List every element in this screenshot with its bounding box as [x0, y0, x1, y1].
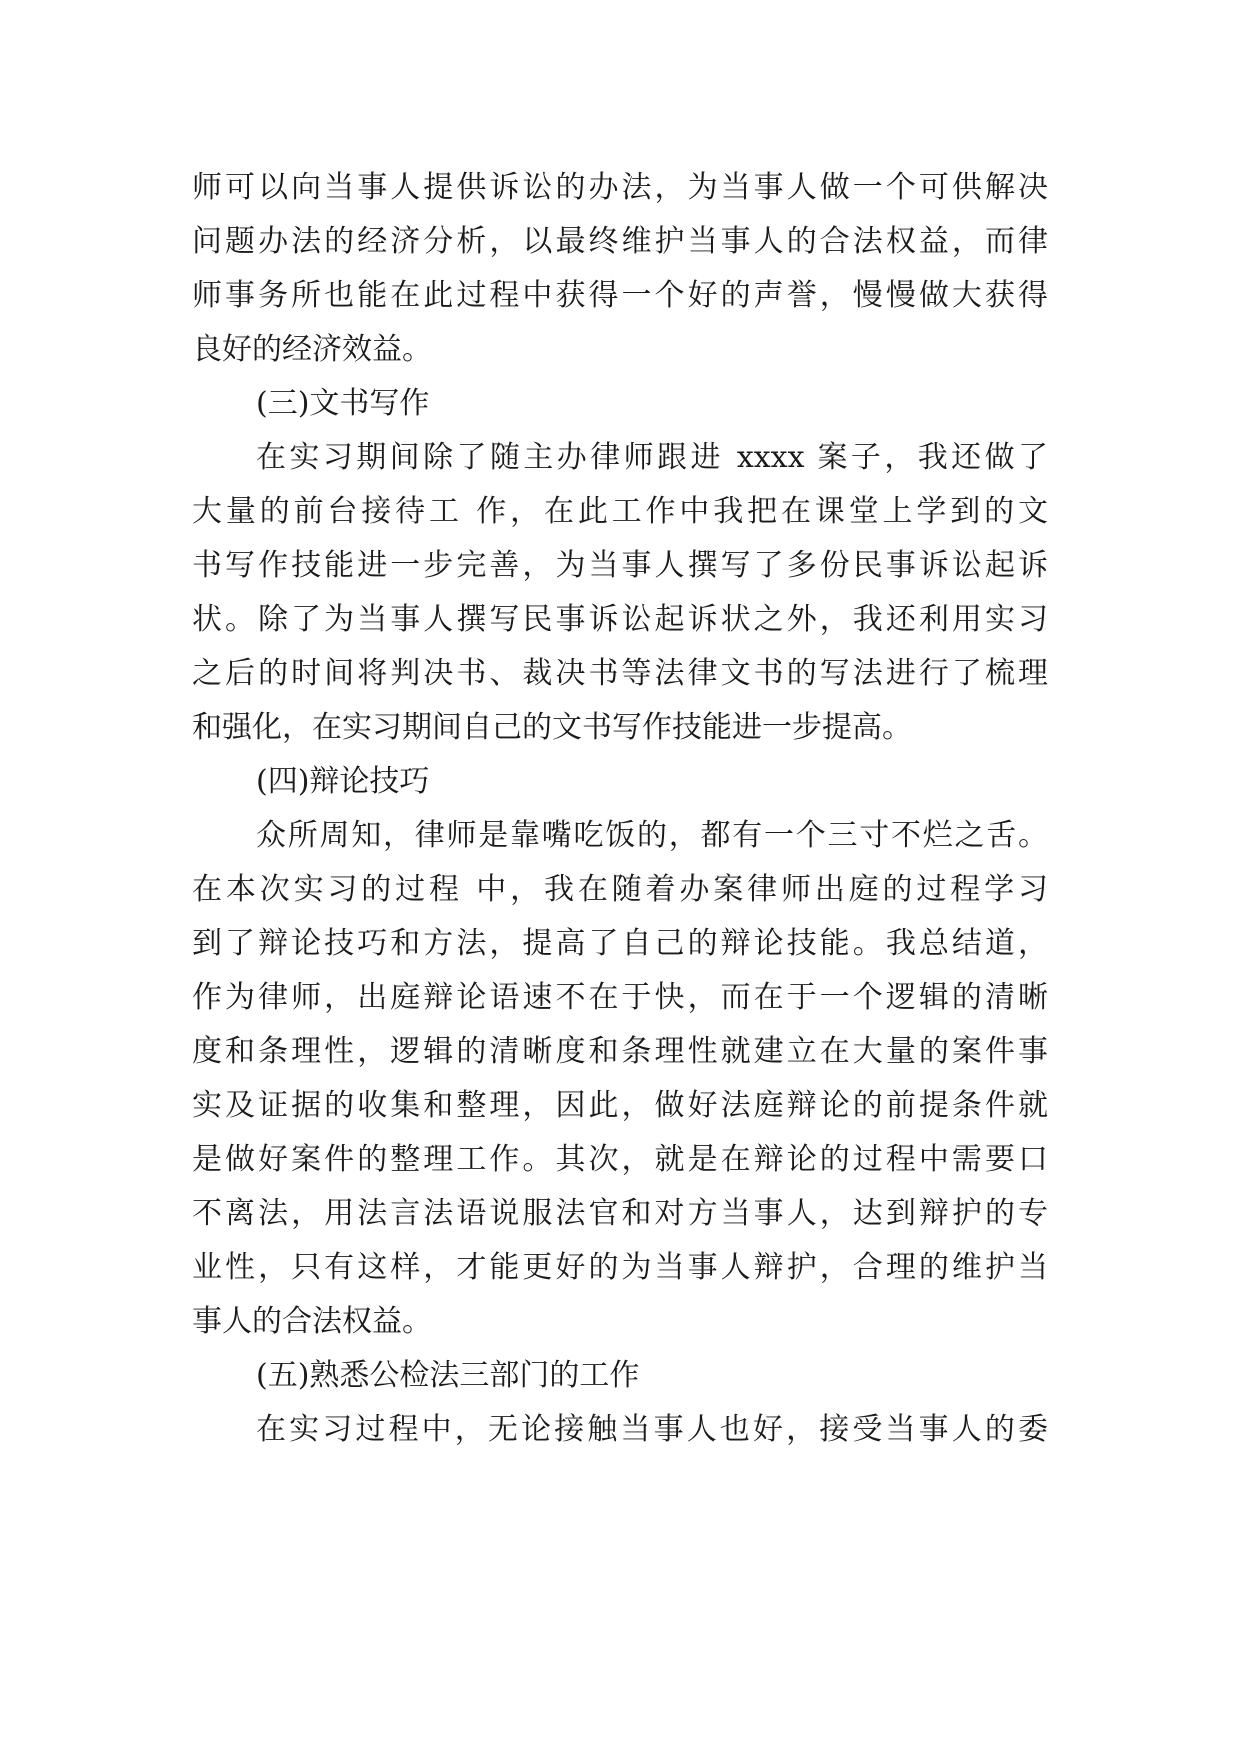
- paragraph-line: 实及证据的收集和整理，因此，做好法庭辩论的前提条件就: [192, 1088, 1048, 1123]
- section-heading: (三)文书写作: [256, 386, 430, 421]
- paragraph-line: 众所周知，律师是靠嘴吃饭的，都有一个三寸不烂之舌。: [256, 818, 1048, 853]
- paragraph-line: 状。除了为当事人撰写民事诉讼起诉状之外，我还利用实习: [192, 602, 1048, 637]
- paragraph-line: 到了辩论技巧和方法，提高了自己的辩论技能。我总结道，: [192, 926, 1048, 961]
- paragraph-line: 大量的前台接待工 作，在此工作中我把在课堂上学到的文: [192, 494, 1048, 529]
- paragraph-line: 之后的时间将判决书、裁决书等法律文书的写法进行了梳理: [192, 656, 1048, 691]
- section-heading: (四)辩论技巧: [256, 764, 430, 799]
- paragraph-line: 书写作技能进一步完善，为当事人撰写了多份民事诉讼起诉: [192, 548, 1048, 583]
- paragraph-line: 作为律师，出庭辩论语速不在于快，而在于一个逻辑的清晰: [192, 980, 1048, 1015]
- paragraph-line: 度和条理性，逻辑的清晰度和条理性就建立在大量的案件事: [192, 1034, 1048, 1069]
- paragraph-line: 和强化，在实习期间自己的文书写作技能进一步提高。: [192, 710, 912, 745]
- paragraph-line: 业性，只有这样，才能更好的为当事人辩护，合理的维护当: [192, 1250, 1048, 1285]
- paragraph-line: 不离法，用法言法语说服法官和对方当事人，达到辩护的专: [192, 1196, 1048, 1231]
- paragraph-line: 问题办法的经济分析，以最终维护当事人的合法权益，而律: [192, 224, 1048, 259]
- paragraph-line: 在实习过程中，无论接触当事人也好，接受当事人的委: [256, 1412, 1048, 1447]
- paragraph-line: 在实习期间除了随主办律师跟进 xxxx 案子，我还做了: [256, 440, 1048, 475]
- paragraph-line: 师可以向当事人提供诉讼的办法，为当事人做一个可供解决: [192, 170, 1048, 205]
- paragraph-line: 在本次实习的过程 中，我在随着办案律师出庭的过程学习: [192, 872, 1048, 907]
- paragraph-line: 师事务所也能在此过程中获得一个好的声誉，慢慢做大获得: [192, 278, 1048, 313]
- paragraph-line: 是做好案件的整理工作。其次，就是在辩论的过程中需要口: [192, 1142, 1048, 1177]
- paragraph-line: 事人的合法权益。: [192, 1304, 432, 1339]
- section-heading: (五)熟悉公检法三部门的工作: [256, 1358, 640, 1393]
- paragraph-line: 良好的经济效益。: [192, 332, 432, 367]
